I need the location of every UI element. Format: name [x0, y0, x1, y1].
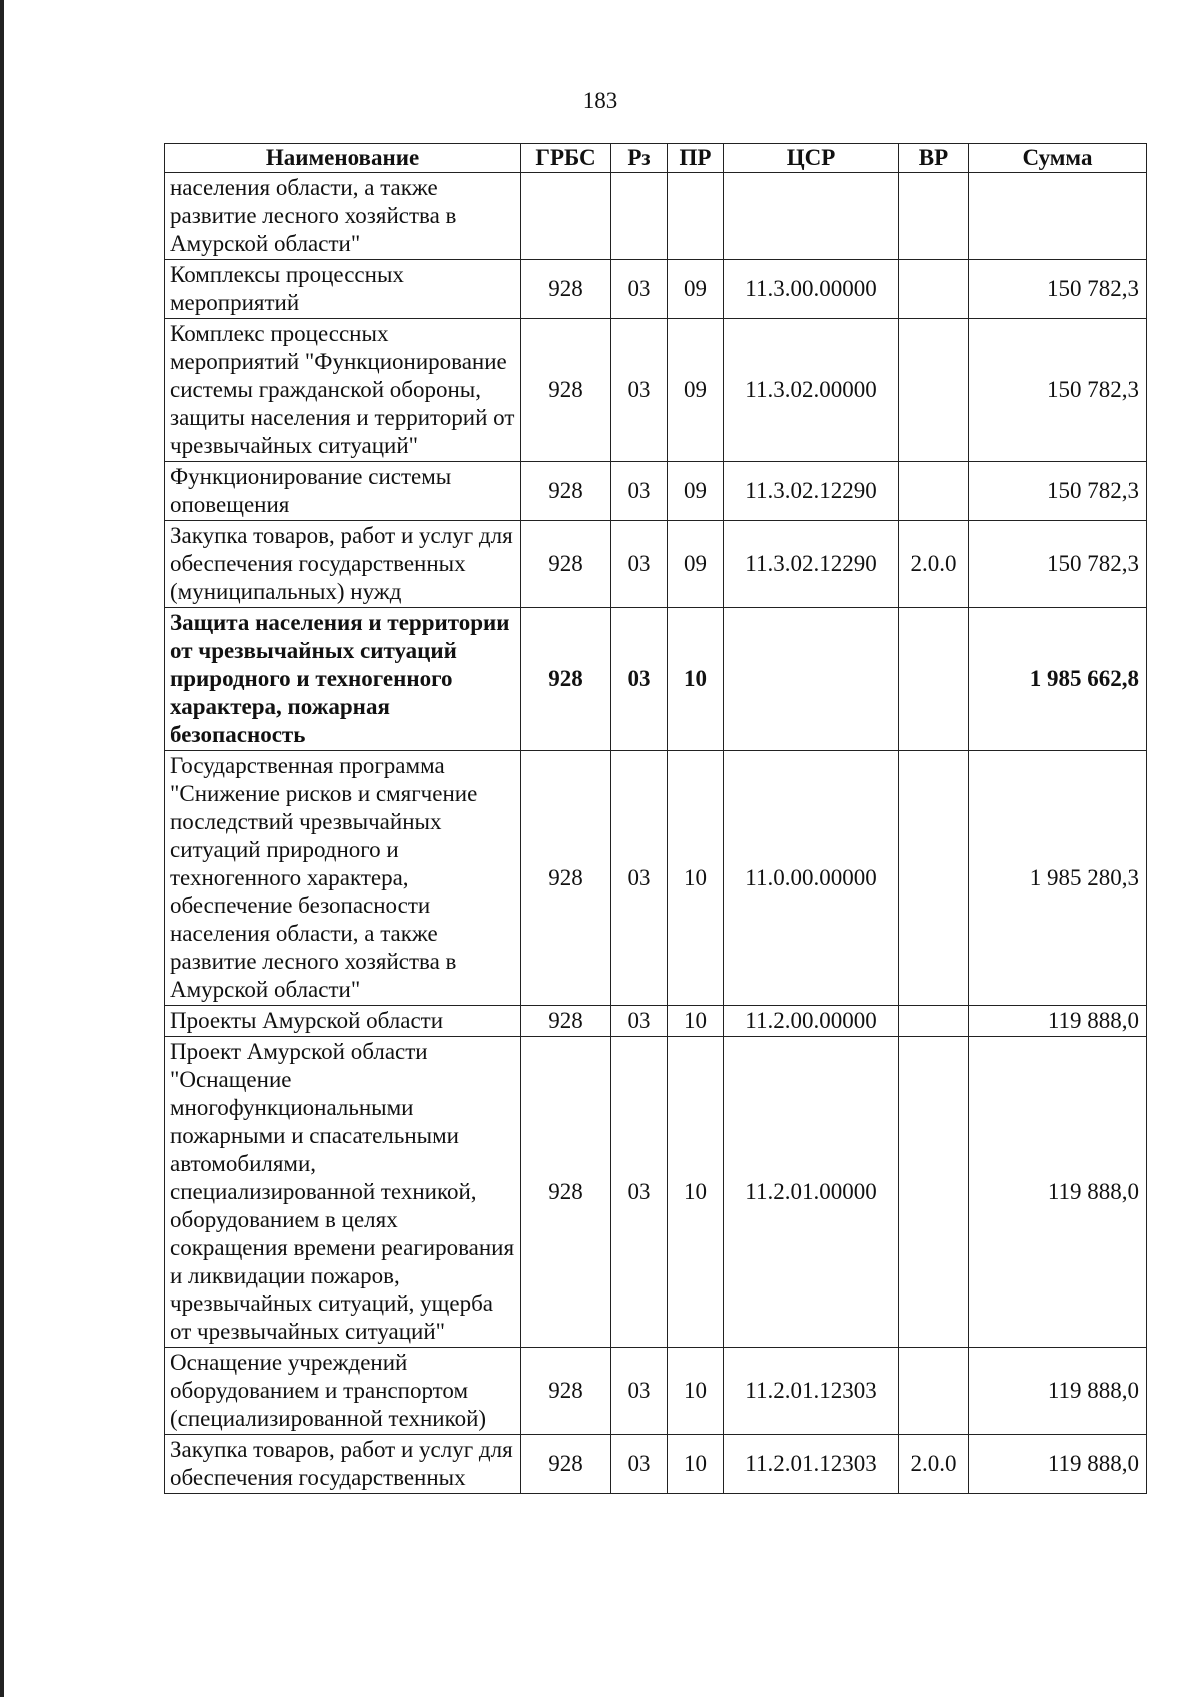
table-row	[165, 751, 1147, 1006]
header-name: Наименование	[165, 144, 521, 173]
cell-sum: 150 782,3	[969, 462, 1147, 521]
table-row	[165, 1037, 1147, 1348]
cell-pr: 09	[668, 521, 724, 608]
cell-grbs: 928	[521, 1006, 611, 1037]
cell-vr	[899, 608, 969, 751]
cell-csr: 11.2.01.00000	[724, 1037, 899, 1348]
cell-sum: 150 782,3	[969, 260, 1147, 319]
page-number: 183	[582, 88, 618, 113]
cell-vr: 2.0.0	[899, 521, 969, 608]
cell-grbs: 928	[521, 319, 611, 462]
cell-sum: 119 888,0	[969, 1006, 1147, 1037]
cell-vr	[899, 1348, 969, 1435]
cell-sum: 1 985 662,8	[969, 608, 1147, 751]
cell-csr: 11.0.00.00000	[724, 751, 899, 1006]
header-rz: Рз	[611, 144, 668, 173]
cell-vr	[899, 1037, 969, 1348]
cell-csr	[724, 608, 899, 751]
cell-sum: 119 888,0	[969, 1435, 1147, 1494]
cell-vr	[899, 1006, 969, 1037]
cell-rz: 03	[611, 1348, 668, 1435]
table-row	[165, 260, 1147, 319]
cell-name: Защита населения и территории от чрезвычайных ситуаций природного и техногенного характера, пожарная безопасность	[165, 608, 521, 751]
table-row	[165, 1435, 1147, 1494]
cell-pr: 09	[668, 319, 724, 462]
table-row	[165, 1006, 1147, 1037]
cell-grbs: 928	[521, 260, 611, 319]
table-body	[165, 173, 1147, 1494]
cell-sum	[969, 173, 1147, 260]
cell-rz: 03	[611, 1435, 668, 1494]
cell-vr: 2.0.0	[899, 1435, 969, 1494]
cell-pr: 10	[668, 1037, 724, 1348]
cell-vr	[899, 173, 969, 260]
cell-name: Функционирование системы оповещения	[165, 462, 521, 521]
header-pr: ПР	[668, 144, 724, 173]
cell-vr	[899, 751, 969, 1006]
cell-sum: 150 782,3	[969, 319, 1147, 462]
table-row	[165, 608, 1147, 751]
cell-name: Проект Амурской области "Оснащение многофункциональными пожарными и спасательными автомобилями, специализированной техникой, оборудованием в целях сокращения времени реагирования и ликвидации пожаров, чрезвычайных ситуаций, ущерба от чрезвычайных ситуаций"	[165, 1037, 521, 1348]
header-grbs: ГРБС	[521, 144, 611, 173]
budget-table	[164, 143, 1147, 1494]
table-row	[165, 173, 1147, 260]
cell-grbs	[521, 173, 611, 260]
cell-sum: 119 888,0	[969, 1348, 1147, 1435]
cell-sum: 150 782,3	[969, 521, 1147, 608]
table-row	[165, 319, 1147, 462]
cell-rz: 03	[611, 521, 668, 608]
cell-rz: 03	[611, 319, 668, 462]
scan-edge-line	[0, 0, 4, 1697]
cell-rz	[611, 173, 668, 260]
cell-vr	[899, 260, 969, 319]
cell-name: Закупка товаров, работ и услуг для обеспечения государственных (муниципальных) нужд	[165, 521, 521, 608]
cell-pr: 10	[668, 1435, 724, 1494]
cell-pr: 09	[668, 260, 724, 319]
cell-pr: 10	[668, 751, 724, 1006]
table-header-row	[165, 144, 1147, 173]
cell-sum: 119 888,0	[969, 1037, 1147, 1348]
cell-name: Закупка товаров, работ и услуг для обеспечения государственных	[165, 1435, 521, 1494]
cell-grbs: 928	[521, 608, 611, 751]
cell-grbs: 928	[521, 751, 611, 1006]
cell-csr: 11.3.02.12290	[724, 462, 899, 521]
header-vr: ВР	[899, 144, 969, 173]
cell-vr	[899, 462, 969, 521]
cell-name: Проекты Амурской области	[165, 1006, 521, 1037]
cell-pr: 09	[668, 462, 724, 521]
cell-csr: 11.3.02.12290	[724, 521, 899, 608]
cell-pr: 10	[668, 1348, 724, 1435]
cell-sum: 1 985 280,3	[969, 751, 1147, 1006]
cell-rz: 03	[611, 260, 668, 319]
cell-grbs: 928	[521, 1435, 611, 1494]
cell-rz: 03	[611, 1037, 668, 1348]
cell-name: населения области, а также развитие лесного хозяйства в Амурской области"	[165, 173, 521, 260]
cell-grbs: 928	[521, 1348, 611, 1435]
cell-name: Комплекс процессных мероприятий "Функционирование системы гражданской обороны, защиты населения и территорий от чрезвычайных ситуаций"	[165, 319, 521, 462]
header-csr: ЦСР	[724, 144, 899, 173]
cell-grbs: 928	[521, 521, 611, 608]
cell-csr: 11.3.00.00000	[724, 260, 899, 319]
cell-csr: 11.2.01.12303	[724, 1435, 899, 1494]
table-row	[165, 462, 1147, 521]
table-row	[165, 1348, 1147, 1435]
cell-pr	[668, 173, 724, 260]
table-row	[165, 521, 1147, 608]
cell-rz: 03	[611, 751, 668, 1006]
cell-name: Оснащение учреждений оборудованием и транспортом (специализированной техникой)	[165, 1348, 521, 1435]
cell-grbs: 928	[521, 1037, 611, 1348]
cell-grbs: 928	[521, 462, 611, 521]
cell-rz: 03	[611, 608, 668, 751]
cell-name: Государственная программа "Снижение рисков и смягчение последствий чрезвычайных ситуаций природного и техногенного характера, обеспечение безопасности населения области, а также развитие лесного хозяйства в Амурской области"	[165, 751, 521, 1006]
header-sum: Сумма	[969, 144, 1147, 173]
cell-name: Комплексы процессных мероприятий	[165, 260, 521, 319]
cell-pr: 10	[668, 608, 724, 751]
cell-csr: 11.2.01.12303	[724, 1348, 899, 1435]
cell-csr: 11.3.02.00000	[724, 319, 899, 462]
cell-csr	[724, 173, 899, 260]
cell-vr	[899, 319, 969, 462]
cell-rz: 03	[611, 462, 668, 521]
cell-rz: 03	[611, 1006, 668, 1037]
cell-pr: 10	[668, 1006, 724, 1037]
cell-csr: 11.2.00.00000	[724, 1006, 899, 1037]
